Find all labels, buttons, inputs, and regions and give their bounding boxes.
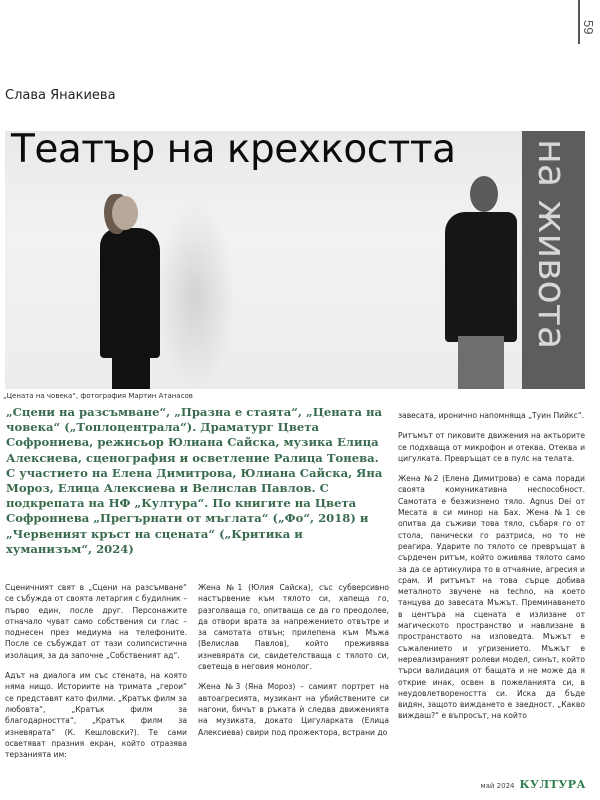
article-title: Театър на крехкостта (11, 131, 456, 172)
paragraph: Ритъмът от пиковите движения на актьорите се подхваща от микрофон и отеква. Отеква и цигулката. Превръщат се в пулс на телата. (398, 431, 585, 463)
page-number: 59 (581, 20, 596, 35)
article-author: Слава Янакиева (5, 88, 116, 103)
performer-left (90, 196, 170, 389)
page-number-marker (578, 0, 596, 44)
page-footer (480, 778, 586, 791)
paragraph: Адът на диалога им със стената, на която няма нищо. Историите на тримата „герои“ се представят като филми. „Кратък филм за любовта“, „Кратък филм за благодарността“, „Кратък филм за изневярата“ (К. Кешловски?). Те сами осветяват празния екран, който отразява терзанията им: (5, 671, 187, 760)
paragraph: Жена №1 (Юлия Сайска), със субверсивно настървение към тялото си, хапеща го, разголваща го, опитваща се да го преодолее, да отвори врата за напрежението отвътре и за самотата отвън; прилепена към Мъжа (Велислав Павлов), който преживява изневярата си, свидетелстваща с тялото си, светеща в неговия монолог. (198, 583, 389, 672)
issue-date: май 2024 (480, 782, 515, 790)
paragraph: Жена №3 (Яна Мороз) – самият портрет на автоагресията, музикант на убийствените си нагони, бичът в ръката ѝ следва движенията на музиката, докато Цигуларката (Елица Алексиева) свири под прожектора, встрани до (198, 682, 389, 737)
paragraph: завесата, иронично напомняща „Туин Пийкс“. (398, 411, 585, 420)
hero-photo (5, 131, 585, 389)
body-column-2 (198, 582, 389, 747)
body-column-1 (5, 582, 187, 769)
body-column-3 (398, 410, 585, 731)
paragraph: Жена №2 (Елена Димитрова) е сама поради своята комуникативна неспособност. Самотата е безжизнено тяло. Agnus Dei от Месата в си минор на Бах. Жена №1 се опитва да съживи това тяло, събаря го от стола, панически го разтриса, но то не реагира. Ударите по тялото се превръщат в сърдечен ритъм, който оживява тялото само за да се артикулира то в отчаяние, агресия и срам. И ритъмът на това сърце добива металното звучене на techno, на което танцува до завесата Мъжът. Преминаването в центъра на сцената е излизане от магическото пространство и навлизане в пространството на изповедта. Мъжът е съжалението и угризението. Мъжът е нереализираният ролеви модел, синът, който търси валидация от бащата и не може да я открие инак, освен в пожеланията си, в неудовлетвореността си. Иска да бъде видян, защото виждането е заедност. „Какво виждаш?“ е въпросът, на който (398, 474, 585, 721)
article-lead: „Сцени на разсъмване“, „Празна е стаята“, „Цената на човека“ („Топлоцентрала“). Драматург Цвета Софрониева, режисьор Юлиана Сайска, музика Елица Алексиева, сценография и осветление Ралица Тонева. С участието на Елена Димитрова, Юлиана Сайска, Яна Мороз, Елица Алексиева и Велислав Павлов. С подкрепата на НФ „Култура“. По книгите на Цвета Софрониева „Прегърнати от мъглата“ („Фо“, 2018) и „Червеният кръст на сцената“ („Критика и хуманизъм“, 2024) (6, 405, 383, 556)
paragraph: Сценичният свят в „Сцени на разсъмване“ се събужда от своята летаргия с будилник – първо един, после друг. Персонажите отначало чуват само собствения си глас – поднесен през медиума на телефоните. После се събуждат от тази солипсистична изолация, за да започне „Собственият ад“. (5, 583, 187, 660)
performer-right (430, 176, 525, 389)
photo-caption: „Цената на човека“, фотография Мартин Атанасов (3, 392, 193, 400)
magazine-name: КУЛТУРА (519, 778, 586, 791)
article-title-side: на живота (530, 139, 574, 350)
title-side-bar (522, 131, 585, 389)
